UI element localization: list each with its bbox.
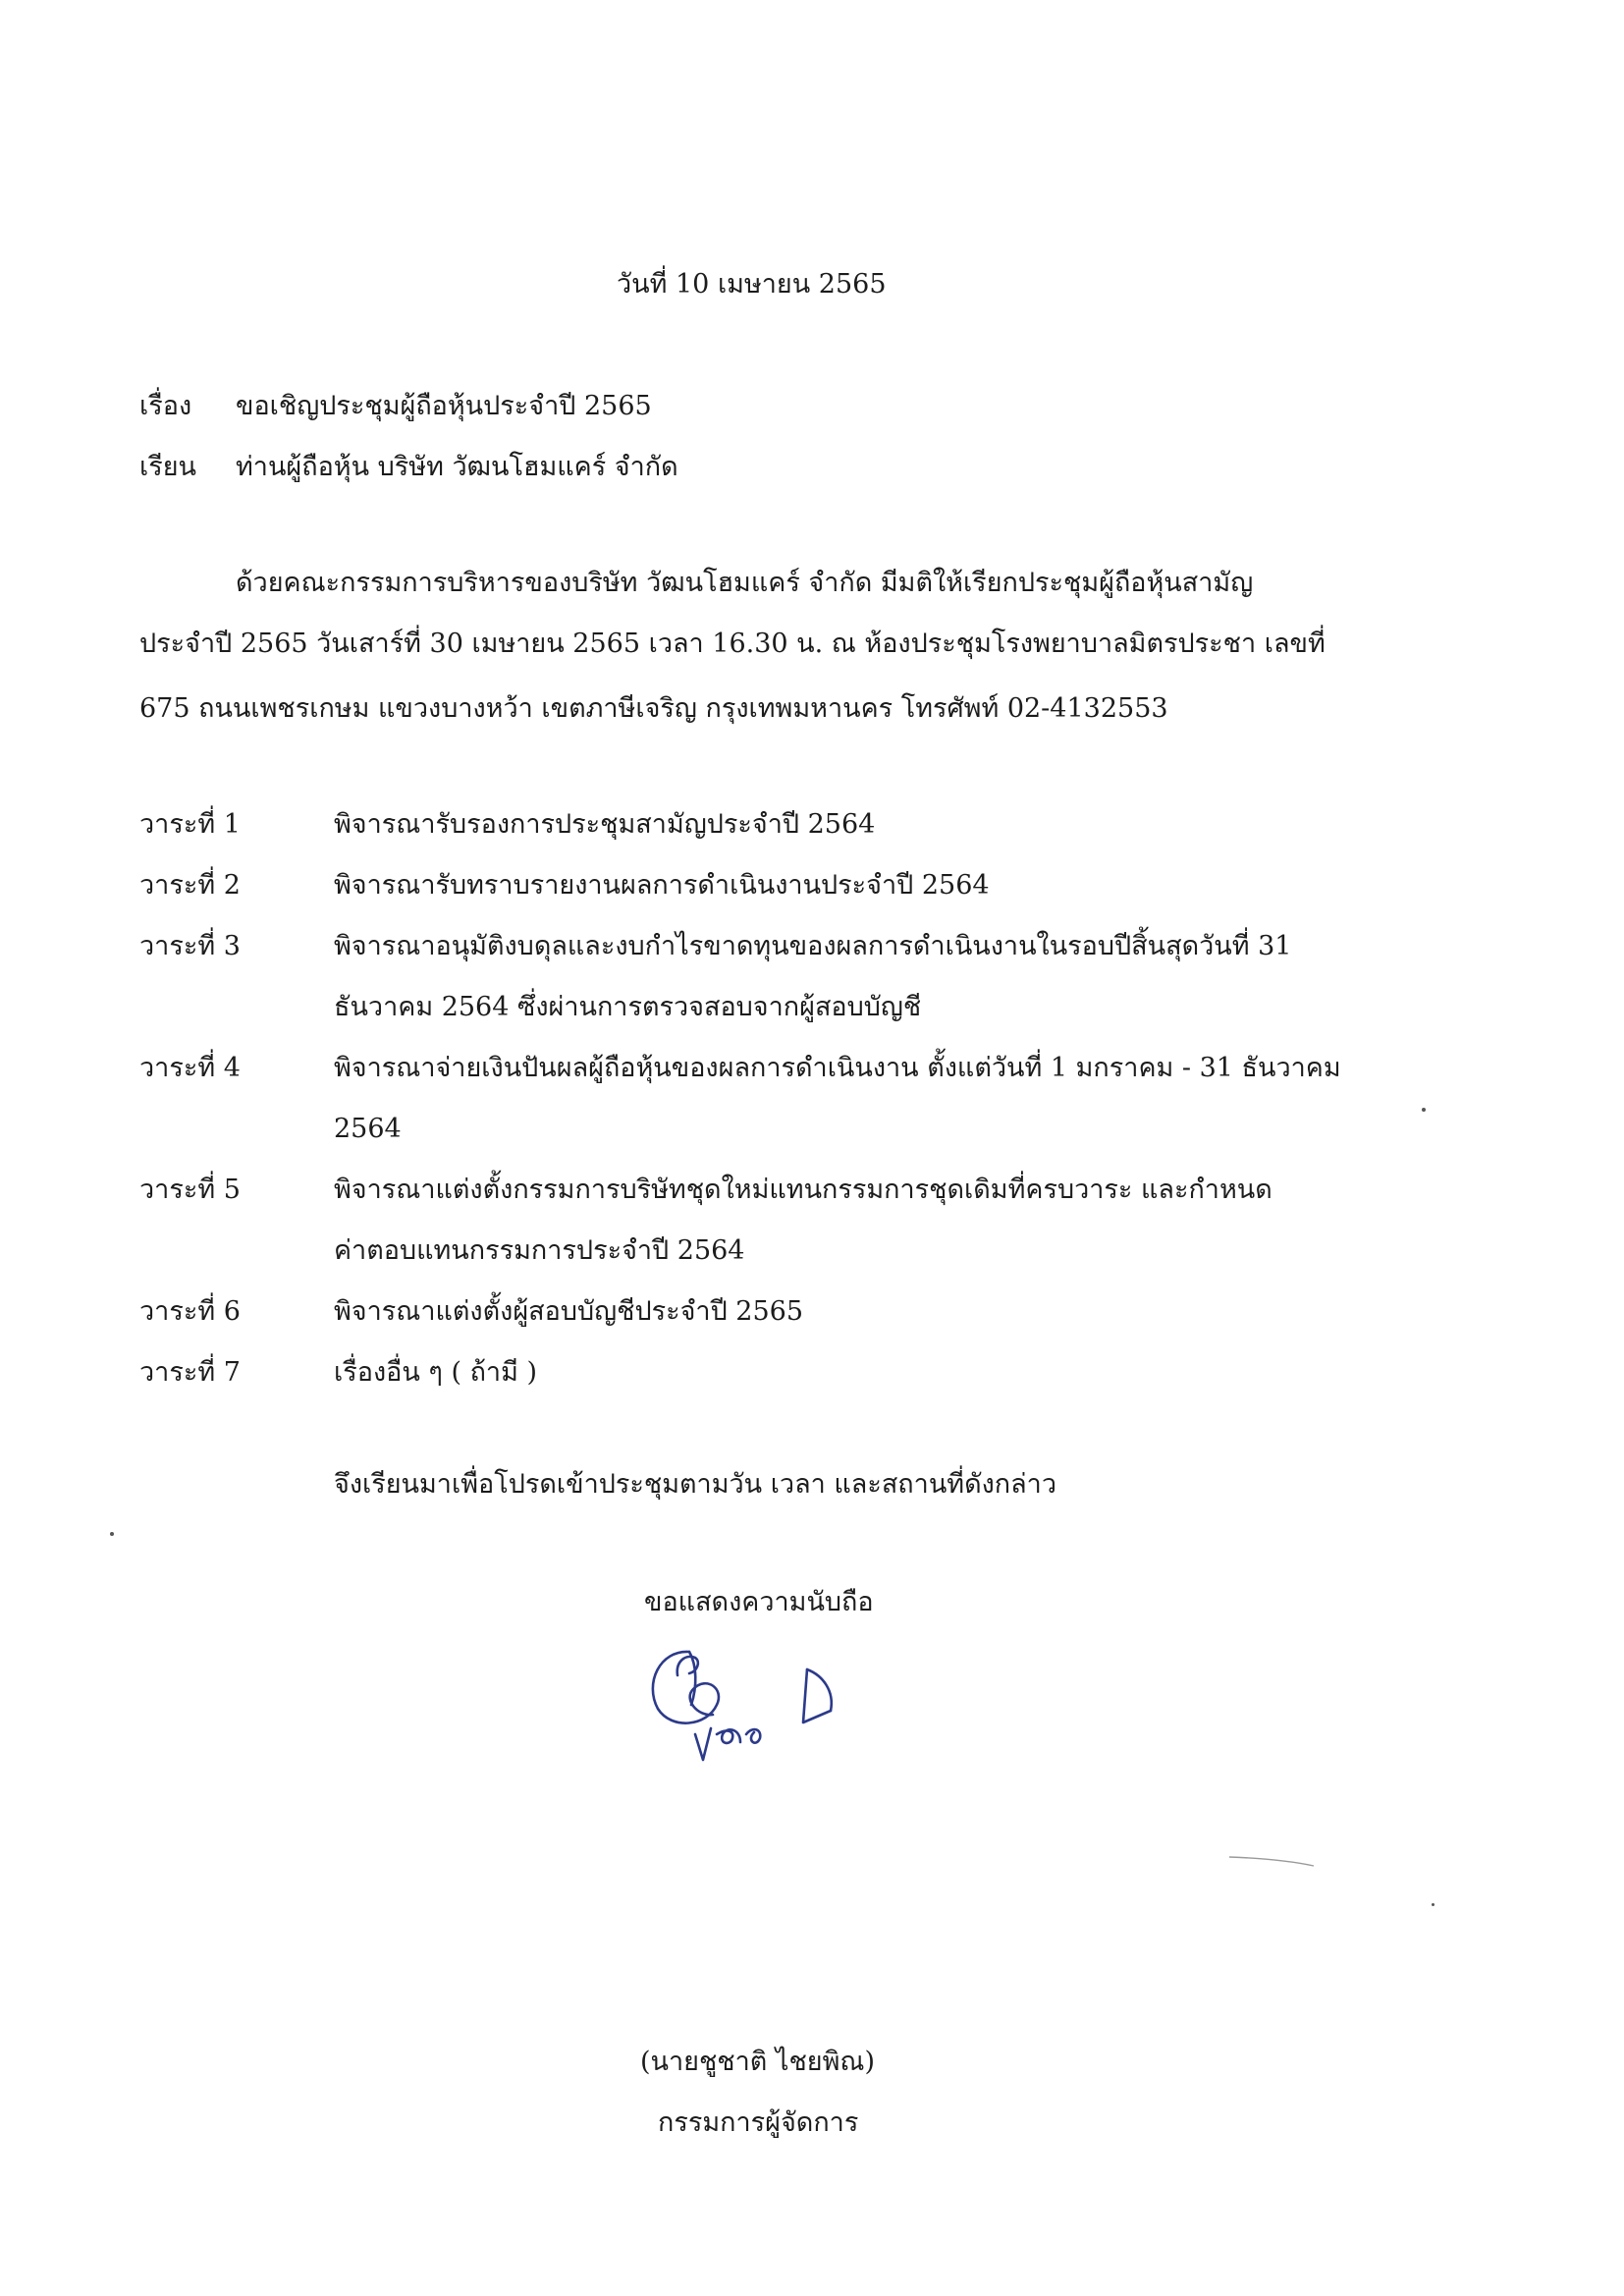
scan-stray-line [1227,1854,1316,1868]
body-line: ด้วยคณะกรรมการบริหารของบริษัท วัฒนโฮมแคร์ จำกัด มีมติให้เรียกประชุมผู้ถือหุ้นสามัญ [236,568,1254,598]
agenda-number: วาระที่ 5 [139,1175,241,1205]
recipient-label: เรียน [139,452,197,482]
agenda-number: วาระที่ 3 [139,931,241,961]
scan-speck [110,1532,114,1536]
complimentary-close: ขอแสดงความนับถือ [644,1587,874,1617]
agenda-number: วาระที่ 2 [139,870,241,901]
body-line: 675 ถนนเพชรเกษม แขวงบางหว้า เขตภาษีเจริญ กรุงเทพมหานคร โทรศัพท์ 02-4132553 [139,693,1168,724]
agenda-item: พิจารณาแต่งตั้งผู้สอบบัญชีประจำปี 2565 [334,1296,804,1327]
agenda-item: พิจารณาอนุมัติงบดุลและงบกำไรขาดทุนของผลการดำเนินงานในรอบปีสิ้นสุดวันที่ 31 [334,931,1292,961]
agenda-number: วาระที่ 6 [139,1296,241,1327]
agenda-number: วาระที่ 4 [139,1053,241,1083]
signer-position: กรรมการผู้จัดการ [658,2107,859,2138]
agenda-item: พิจารณาแต่งตั้งกรรมการบริษัทชุดใหม่แทนกรรมการชุดเดิมที่ครบวาระ และกำหนด [334,1175,1272,1205]
agenda-item: พิจารณารับรองการประชุมสามัญประจำปี 2564 [334,809,876,840]
agenda-item-continued: ค่าตอบแทนกรรมการประจำปี 2564 [334,1235,745,1266]
agenda-item-continued: 2564 [334,1114,402,1144]
letter-date: วันที่ 10 เมษายน 2565 [617,269,887,300]
agenda-number: วาระที่ 1 [139,809,241,840]
agenda-item: พิจารณาจ่ายเงินปันผลผู้ถือหุ้นของผลการดำเนินงาน ตั้งแต่วันที่ 1 มกราคม - 31 ธันวาคม [334,1053,1341,1083]
scan-speck [1422,1108,1426,1112]
agenda-item: พิจารณารับทราบรายงานผลการดำเนินงานประจำปี 2564 [334,870,990,901]
signature-image [638,1632,864,1779]
recipient-text: ท่านผู้ถือหุ้น บริษัท วัฒนโฮมแคร์ จำกัด [236,452,678,482]
body-line: ประจำปี 2565 วันเสาร์ที่ 30 เมษายน 2565 เวลา 16.30 น. ณ ห้องประชุมโรงพยาบาลมิตรประชา เลขที่ [139,629,1326,659]
subject-label: เรื่อง [139,391,192,421]
agenda-item: เรื่องอื่น ๆ ( ถ้ามี ) [334,1357,538,1388]
agenda-number: วาระที่ 7 [139,1357,241,1388]
scan-speck [1432,1903,1435,1906]
closing-line: จึงเรียนมาเพื่อโปรดเข้าประชุมตามวัน เวลา และสถานที่ดังกล่าว [334,1469,1057,1500]
agenda-item-continued: ธันวาคม 2564 ซึ่งผ่านการตรวจสอบจากผู้สอบบัญชี [334,992,922,1022]
subject-text: ขอเชิญประชุมผู้ถือหุ้นประจำปี 2565 [236,391,652,421]
signer-name: (นายชูชาติ ไชยพิณ) [640,2047,876,2077]
